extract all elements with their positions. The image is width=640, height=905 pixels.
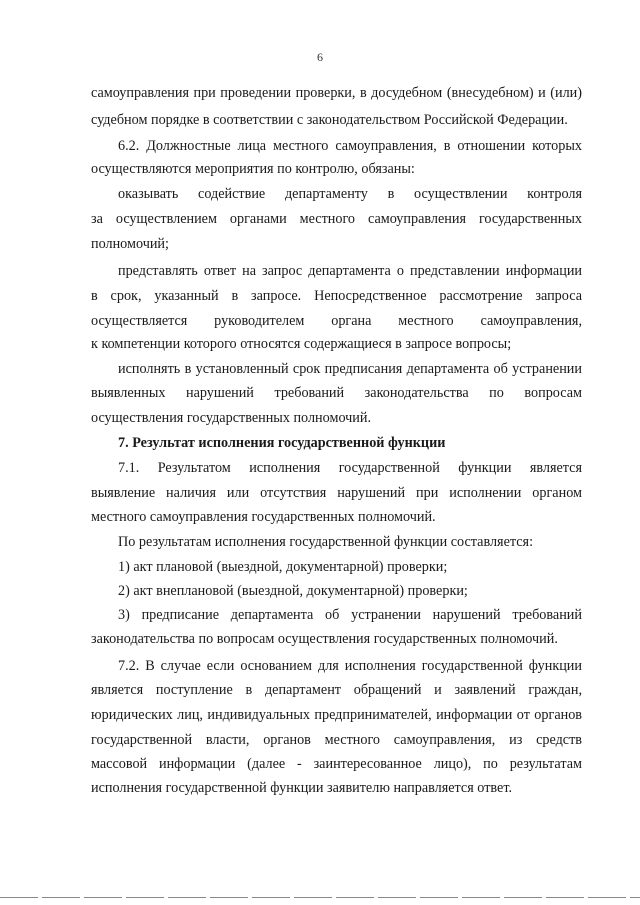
section-heading: 7. Результат исполнения государственной функции: [118, 435, 446, 451]
text-line: осуществления государственных полномочий.: [91, 410, 372, 426]
text-line: к компетенции которого относятся содержащиеся в запросе вопросы;: [91, 336, 512, 352]
text-line: массовой информации (далее - заинтересованное лицо), по результатам: [91, 756, 582, 772]
text-line: за осуществлением органами местного самоуправления государственных: [91, 211, 582, 227]
text-line: выявленных нарушений требований законодательства по вопросам: [91, 385, 582, 401]
text-line: государственной власти, органов местного самоуправления, из средств: [91, 732, 582, 748]
text-line: самоуправления при проведении проверки, в досудебном (внесудебном) и (или): [91, 85, 582, 101]
text-line: оказывать содействие департаменту в осуществлении контроля: [118, 186, 582, 202]
text-line: законодательства по вопросам осуществления государственных полномочий.: [91, 631, 558, 647]
text-line: исполнения государственной функции заявителю направляется ответ.: [91, 780, 513, 796]
text-line: 7.2. В случае если основанием для исполнения государственной функции: [118, 658, 582, 674]
text-line: осуществляются мероприятия по контролю, обязаны:: [91, 161, 415, 177]
list-item: 3) предписание департамента об устранении нарушений требований: [118, 607, 582, 623]
text-line: местного самоуправления государственных полномочий.: [91, 509, 436, 525]
text-line: полномочий;: [91, 236, 169, 252]
text-line: судебном порядке в соответствии с законодательством Российской Федерации.: [91, 112, 568, 128]
page-number: 6: [317, 50, 323, 64]
text-line: представлять ответ на запрос департамента о представлении информации: [118, 263, 582, 279]
text-line: юридических лиц, индивидуальных предпринимателей, информации от органов: [91, 707, 582, 723]
list-item: 2) акт внеплановой (выездной, документарной) проверки;: [118, 583, 468, 599]
text-line: выявление наличия или отсутствия нарушений при исполнении органом: [91, 485, 582, 501]
list-item: 1) акт плановой (выездной, документарной) проверки;: [118, 559, 448, 575]
text-line: По результатам исполнения государственной функции составляется:: [118, 534, 534, 550]
text-line: исполнять в установленный срок предписания департамента об устранении: [118, 361, 582, 377]
text-line: является поступление в департамент обращений и заявлений граждан,: [91, 682, 582, 698]
text-line: осуществляется руководителем органа местного самоуправления,: [91, 313, 582, 329]
text-line: 7.1. Результатом исполнения государственной функции является: [118, 460, 582, 476]
text-line: в срок, указанный в запросе. Непосредственное рассмотрение запроса: [91, 288, 582, 304]
text-line: 6.2. Должностные лица местного самоуправления, в отношении которых: [118, 138, 582, 154]
scan-bottom-rule: [0, 897, 640, 898]
